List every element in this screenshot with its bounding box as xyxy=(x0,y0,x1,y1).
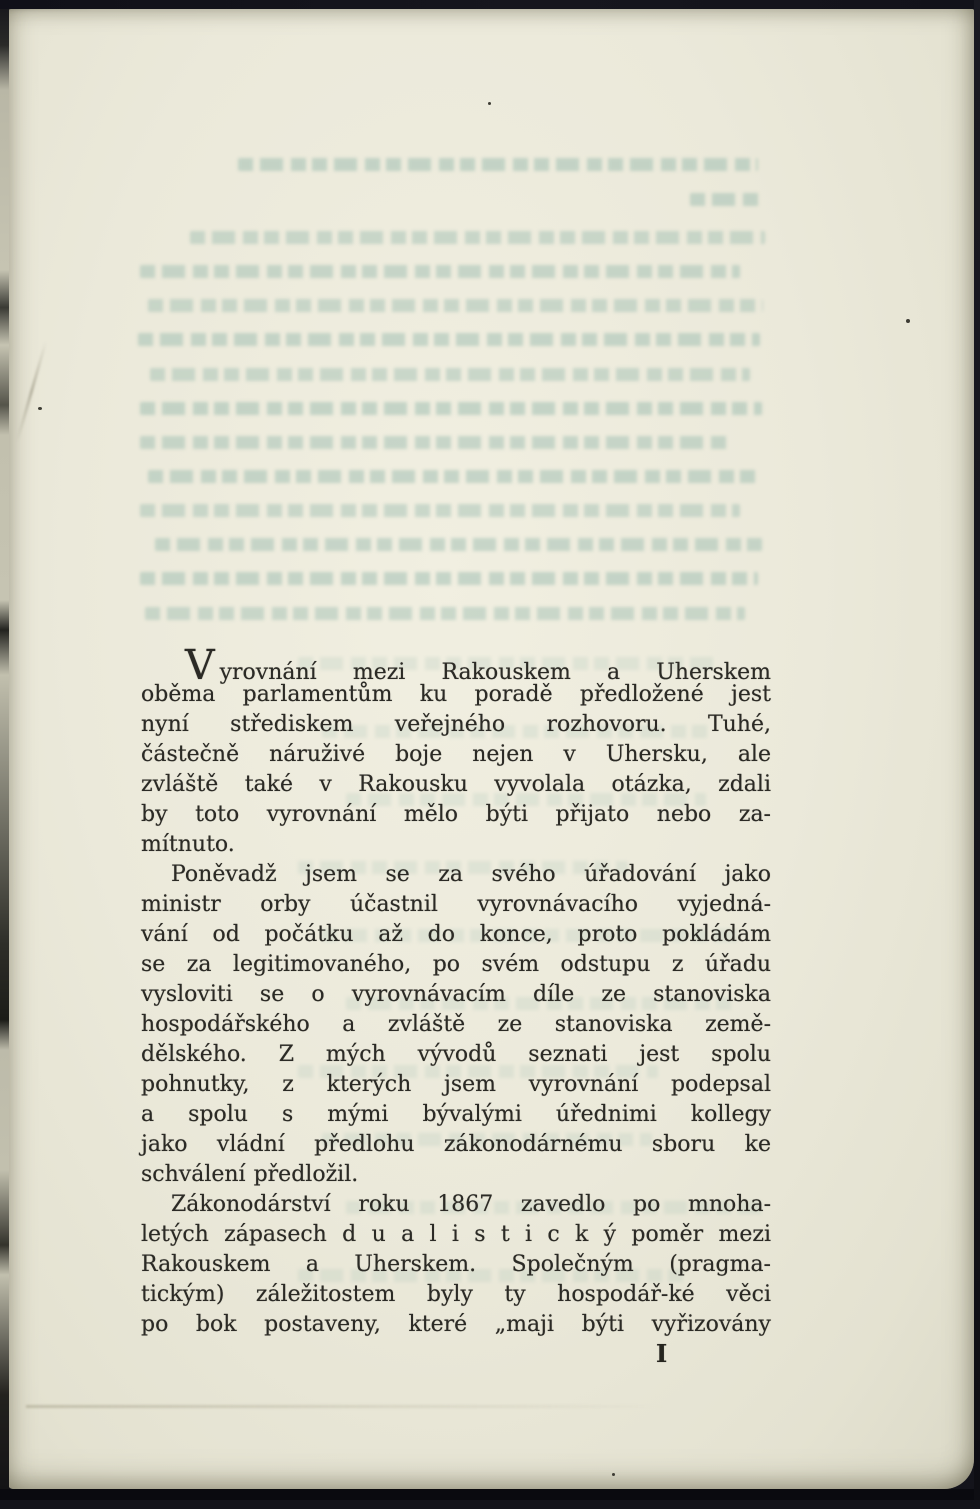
drop-cap-initial: V xyxy=(185,641,215,689)
text-line: Poněvadž jsem se za svého úřadování jako xyxy=(171,862,771,887)
ghost-text-line xyxy=(140,436,730,449)
scan-edge-right xyxy=(974,0,980,1500)
paper-crease xyxy=(26,1405,666,1408)
text-line: vání od počátku až do konce, proto pokládám xyxy=(141,922,771,947)
paragraph xyxy=(141,1190,771,1340)
text-line: se za legitimovaného, po svém odstupu z úřadu xyxy=(141,952,771,977)
text-line: nyní střediskem veřejného rozhovoru. Tuhé, xyxy=(141,712,771,737)
scan-edge-bottom xyxy=(0,1489,980,1500)
ghost-text-line xyxy=(238,158,758,171)
ghost-text-line xyxy=(150,368,750,381)
page-text-block xyxy=(141,641,771,1340)
text-line: zvláště také v Rakousku vyvolala otázka, zdali xyxy=(141,772,771,797)
signature-mark: I xyxy=(656,1339,668,1368)
ghost-text-line xyxy=(690,193,764,206)
text-line: Vyrovnání mezi Rakouskem a Uherskem xyxy=(185,641,771,689)
text-line: dělského. Z mých vývodů seznati jest spolu xyxy=(141,1042,771,1067)
text-line: Zákonodárství roku 1867 zavedlo po mnoha- xyxy=(171,1192,771,1217)
text-line: Rakouskem a Uherskem. Společným (pragma- xyxy=(141,1252,771,1277)
ghost-text-line xyxy=(148,470,762,483)
text-line: jako vládní předlohu zákonodárnému sboru ke xyxy=(141,1132,771,1157)
text-line: tickým) záležitostem byly ty hospodář-ké věci xyxy=(141,1282,771,1307)
text-line: pohnutky, z kterých jsem vyrovnání podepsal xyxy=(141,1072,771,1097)
text-line: po bok postaveny, které „maji býti vyřizovány xyxy=(141,1312,771,1337)
text-line: by toto vyrovnání mělo býti přijato nebo za- xyxy=(141,802,771,827)
ghost-text-line xyxy=(140,572,758,585)
paragraph xyxy=(141,860,771,1190)
paper-speck xyxy=(612,1473,615,1476)
scan-edge-top xyxy=(0,0,980,9)
book-page xyxy=(8,9,974,1489)
text-line: oběma parlamentům ku poradě předložené jest xyxy=(141,682,771,707)
text-line: hospodářského a zvláště ze stanoviska země- xyxy=(141,1012,771,1037)
text-line: schválení předložil. xyxy=(141,1162,359,1187)
paper-speck xyxy=(488,102,491,105)
text-line: ministr orby účastnil vyrovnávacího vyjedná- xyxy=(141,892,771,917)
ghost-text-line xyxy=(140,402,762,415)
scan-edge-left xyxy=(0,0,9,1500)
paragraph xyxy=(141,641,771,860)
paper-speck xyxy=(906,319,910,323)
text-line: mítnuto. xyxy=(141,832,235,857)
text-line: částečně náruživé boje nejen v Uhersku, ale xyxy=(141,742,771,767)
text-line: a spolu s mými bývalými úřednimi kollegy xyxy=(141,1102,771,1127)
text-line: vysloviti se o vyrovnávacím díle ze stanoviska xyxy=(141,982,771,1007)
paper-speck xyxy=(38,407,42,410)
ghost-text-line xyxy=(190,231,765,244)
ghost-text-line xyxy=(145,607,745,620)
ghost-text-line xyxy=(155,538,762,551)
ghost-text-line xyxy=(140,504,740,517)
ghost-text-line xyxy=(148,299,763,312)
ghost-text-line xyxy=(140,265,740,278)
ghost-text-line xyxy=(138,333,760,346)
text-line: letých zápasech d u a l i s t i c k ý poměr mezi xyxy=(141,1222,771,1247)
